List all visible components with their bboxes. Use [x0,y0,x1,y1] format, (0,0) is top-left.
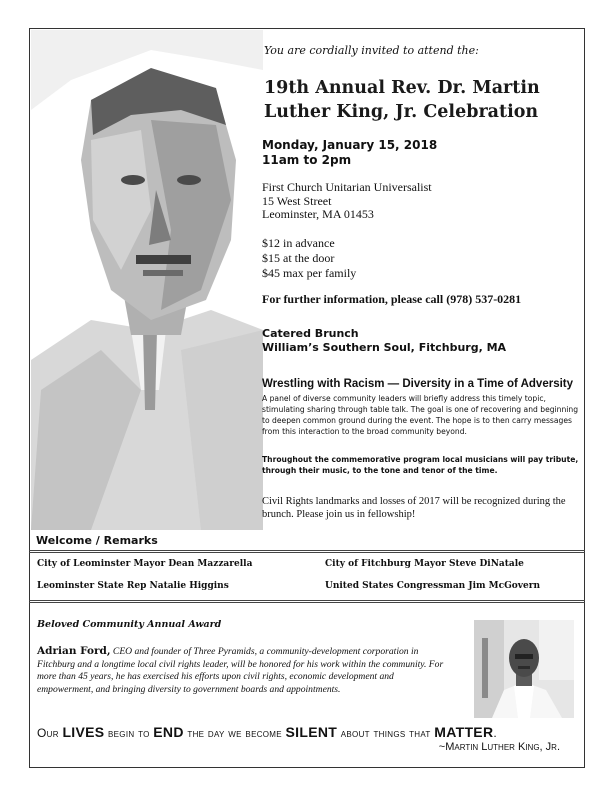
quote-part-3: the day we become [183,726,286,740]
brunch-info [262,327,506,355]
event-title [264,76,584,124]
venue-city: Leominster, MA 01453 [262,207,374,221]
brunch-caterer: William’s Southern Soul, Fitchburg, MA [262,341,507,354]
ticket-prices [262,236,356,281]
mlk-portrait-illustration [31,30,263,530]
event-date: Monday, January 15, 2018 [262,138,438,152]
speaker-4: United States Congressman Jim McGovern [325,581,541,591]
venue-address [262,181,432,222]
panel-description: A panel of diverse community leaders will briefly address this timely topic, stimulating sharing through table talk. The goal is one of recovering and beginning to deepen common ground during the event. The hope is to then carry messages from this interaction to the broad community beyond. [262,394,579,436]
quote-attribution: ~Martin Luther King, Jr. [438,741,560,753]
landmarks-text: Civil Rights landmarks and losses of 2017 will be recognized during the brunch. Please join us in fellowship! [262,496,566,520]
quote-word-end: END [153,724,184,740]
speaker-2: City of Fitchburg Mayor Steve DiNatale [325,559,524,569]
panel-title: Wrestling with Racism — Diversity in a Time of Adversity [262,378,574,390]
quote-part-4: about things that [337,726,435,740]
price-advance: $12 in advance [262,236,335,250]
quote-part-2: begin to [104,726,154,740]
price-door: $15 at the door [262,251,335,265]
quote-word-silent: SILENT [285,724,338,740]
award-recipient: Adrian Ford, [37,645,111,657]
event-time: 11am to 2pm [262,153,352,167]
event-title-line-2: Luther King, Jr. Celebration [264,102,539,122]
speakers-box [29,550,585,603]
contact-info: For further information, please call (978) 537-0281 [262,292,522,306]
welcome-heading: Welcome / Remarks [36,534,158,547]
speaker-1: City of Leominster Mayor Dean Mazzarella [37,559,253,569]
quote-part-5: . [493,726,497,740]
award-description [37,645,445,696]
invitation-line: You are cordially invited to attend the: [264,44,479,57]
speaker-3: Leominster State Rep Natalie Higgins [37,581,229,591]
venue-street: 15 West Street [262,193,332,208]
price-family: $45 max per family [262,266,357,280]
venue-name: First Church Unitarian Universalist [262,180,432,194]
quote-word-matter: MATTER [434,724,494,740]
event-datetime [262,138,437,168]
music-tribute-text: Throughout the commemorative program local musicians will pay tribute, through their music, to the tone and tenor of the time. [262,455,579,475]
award-text: CEO and founder of Three Pyramids, a community-development corporation in Fitchburg and a longtime local civil rights leader, will be honored for his work within the community. For more than 45 years, he has exercised his efforts upon civil rights, economic development and empowerment, and bringing diversity to government boards and appointments. [37,646,444,695]
event-title-line-1: 19th Annual Rev. Dr. Martin [264,78,540,98]
quote-word-lives: LIVES [62,724,105,740]
quote-part-1: Our [37,726,63,740]
brunch-title: Catered Brunch [262,327,359,340]
mlk-quote [37,724,577,740]
recipient-photo [474,620,574,718]
award-title: Beloved Community Annual Award [37,619,222,630]
